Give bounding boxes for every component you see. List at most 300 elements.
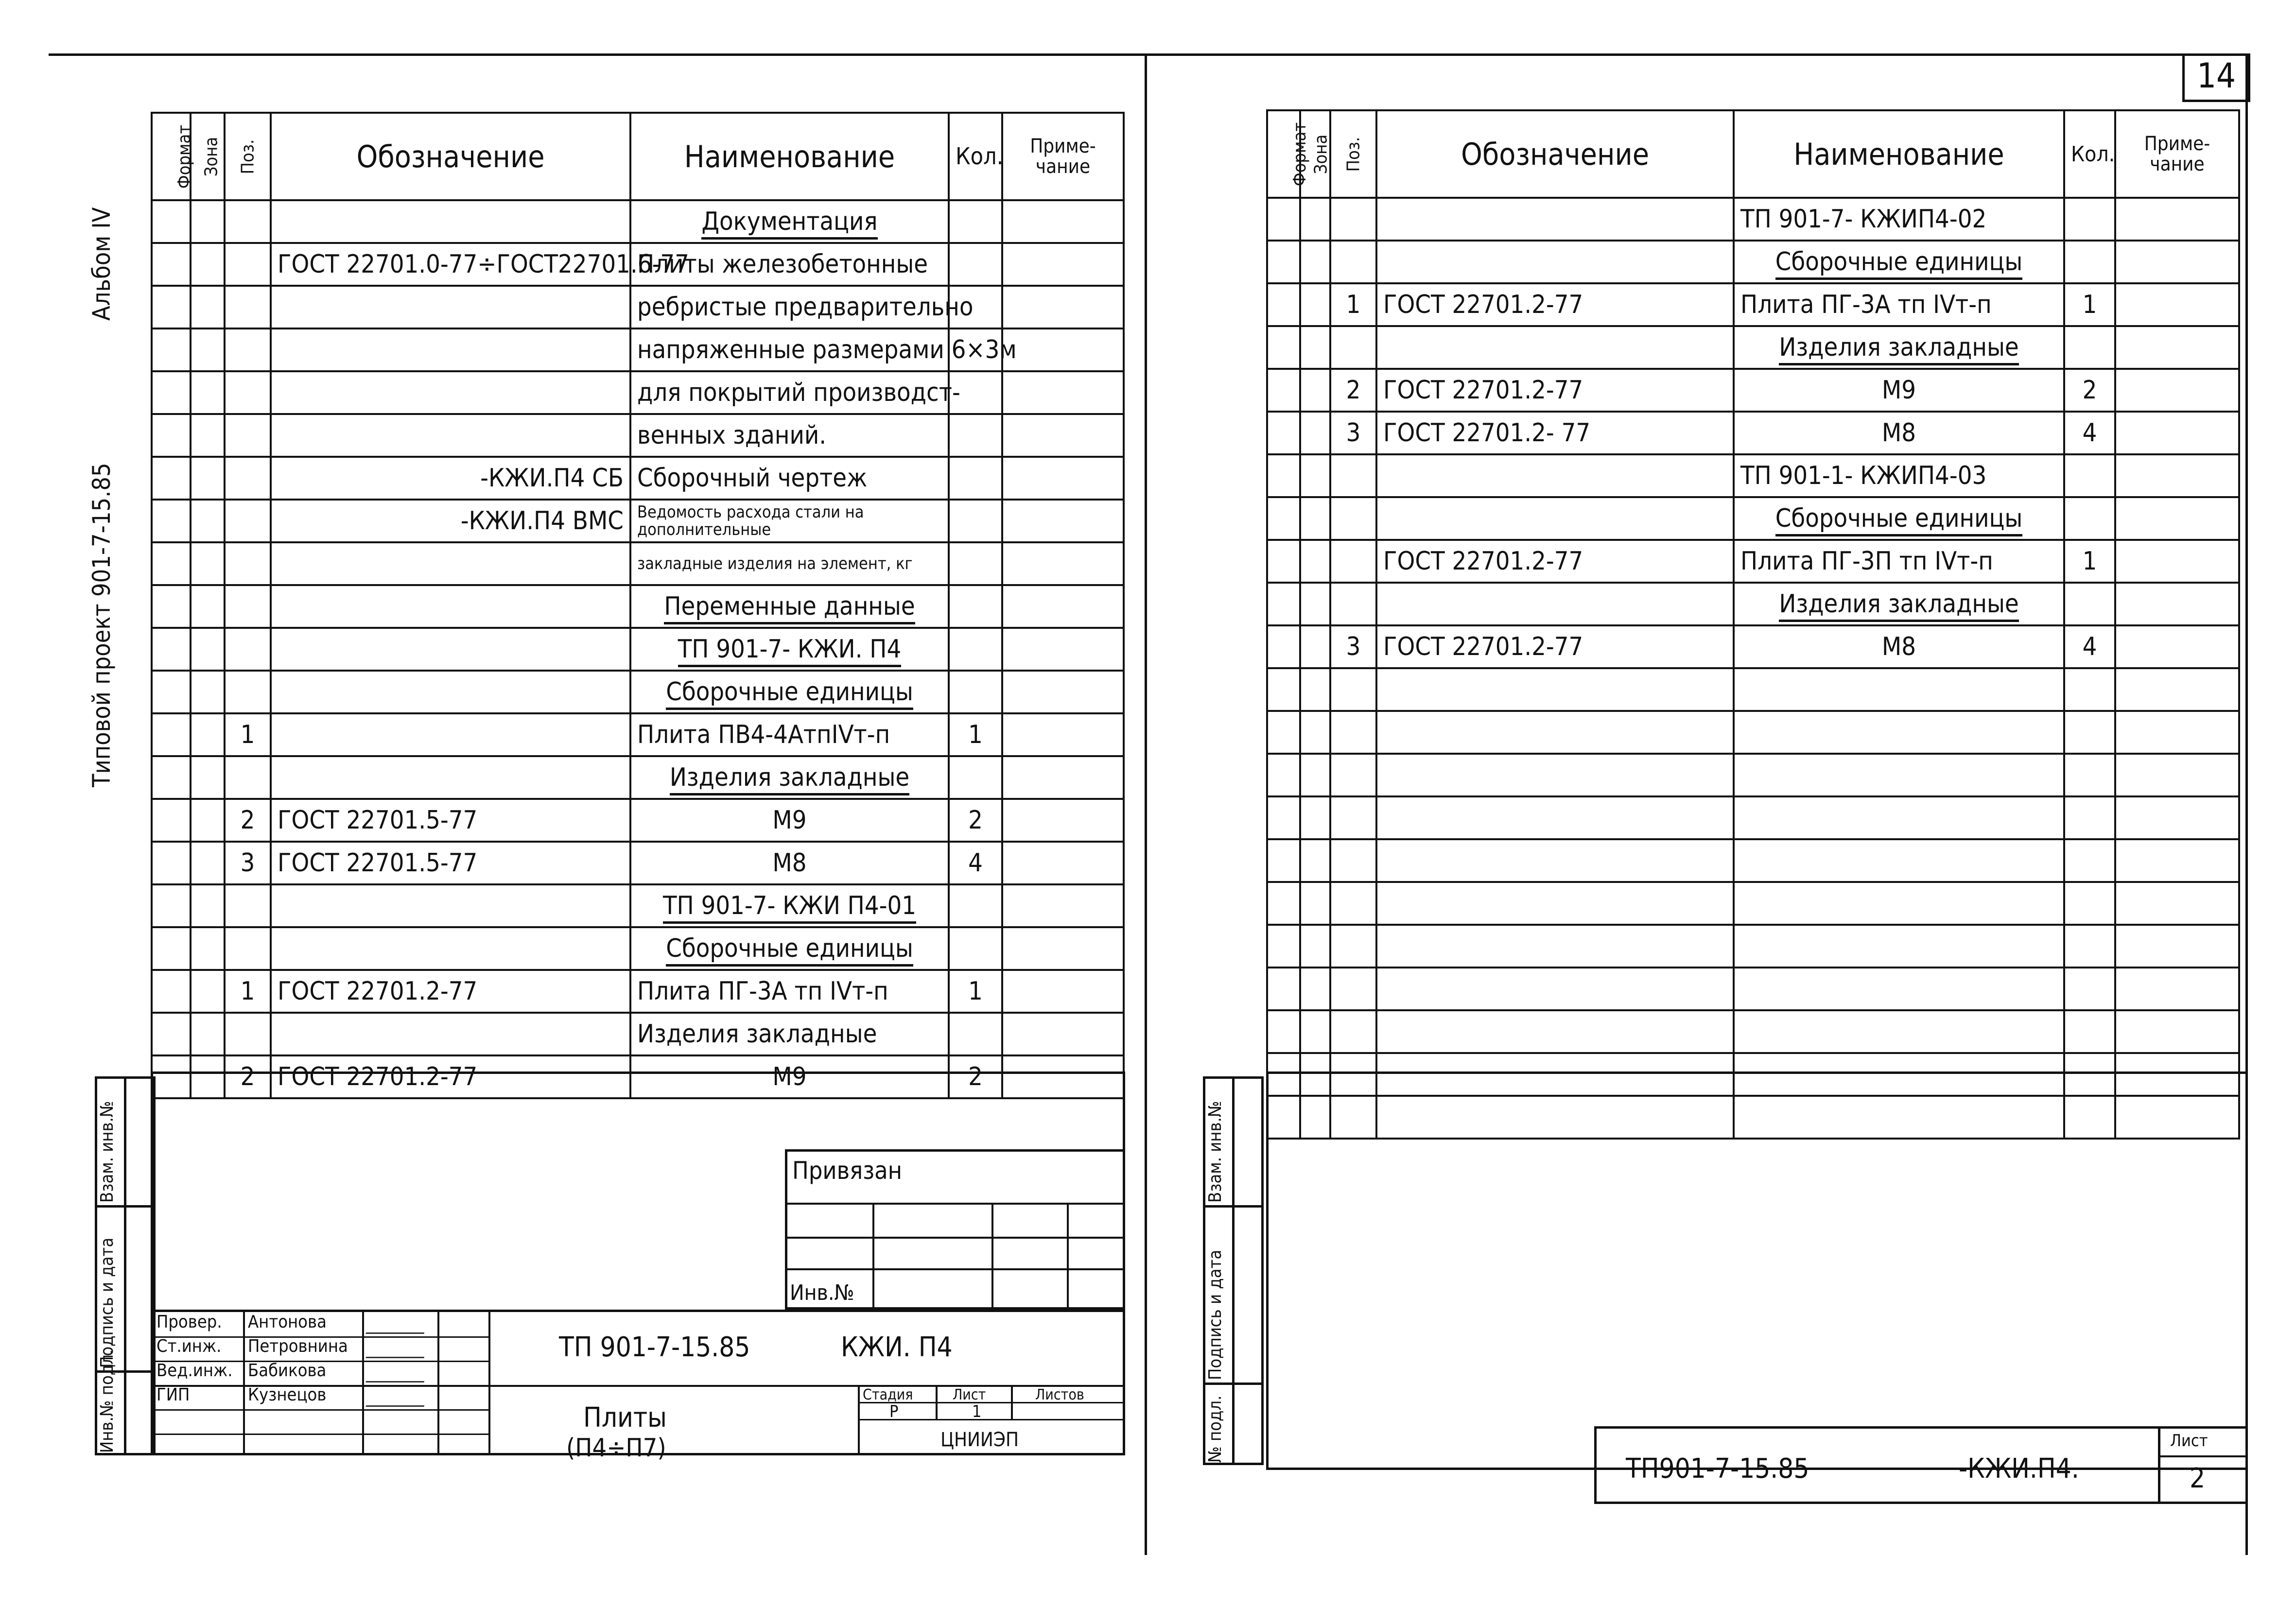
oboz-cell bbox=[1376, 796, 1734, 839]
poz-cell bbox=[225, 671, 271, 713]
zona-cell bbox=[1300, 412, 1330, 454]
format-cell bbox=[152, 713, 191, 756]
poz-cell: 3 bbox=[225, 842, 271, 884]
format-cell bbox=[1267, 625, 1300, 668]
format-cell bbox=[152, 457, 191, 500]
kol-cell bbox=[2064, 839, 2115, 882]
zona-cell bbox=[191, 286, 225, 328]
format-cell bbox=[152, 371, 191, 414]
oboz-cell: ГОСТ 22701.0-77÷ГОСТ22701.6-77 bbox=[271, 243, 630, 286]
format-cell bbox=[152, 1013, 191, 1055]
prim-cell bbox=[1002, 243, 1124, 286]
header-naim: Наименование bbox=[630, 113, 949, 200]
zona-cell bbox=[191, 328, 225, 371]
kol-cell bbox=[2064, 668, 2115, 711]
naim-cell: М9 bbox=[630, 799, 949, 842]
oboz-cell bbox=[271, 884, 630, 927]
format-cell bbox=[1267, 454, 1300, 497]
oboz-cell bbox=[271, 1013, 630, 1055]
header-oboz: Обозначение bbox=[271, 113, 630, 200]
right-list-label: Лист bbox=[2170, 1431, 2208, 1451]
tb-hline-5 bbox=[153, 1434, 488, 1435]
right-header-row bbox=[1267, 110, 2239, 198]
right-row bbox=[1267, 198, 2239, 241]
poz-cell bbox=[225, 585, 271, 628]
kol-cell bbox=[949, 1013, 1002, 1055]
naim-cell: Сборочные единицы bbox=[630, 671, 949, 713]
naim-cell: Изделия закладные bbox=[1734, 326, 2064, 369]
left-row bbox=[152, 585, 1124, 628]
format-cell bbox=[152, 842, 191, 884]
left-header-row bbox=[152, 113, 1124, 200]
naim-cell: Изделия закладные bbox=[1734, 583, 2064, 625]
right-side-stamp-line1 bbox=[1203, 1205, 1264, 1208]
poz-cell bbox=[1330, 583, 1376, 625]
naim-cell: Сборочные единицы bbox=[630, 927, 949, 970]
poz-cell bbox=[1330, 839, 1376, 882]
left-row bbox=[152, 970, 1124, 1013]
right-row bbox=[1267, 625, 2239, 668]
kol-cell bbox=[949, 414, 1002, 457]
prim-cell bbox=[2115, 925, 2239, 968]
kol-cell: 4 bbox=[949, 842, 1002, 884]
poz-cell bbox=[1330, 1010, 1376, 1053]
poz-cell: 1 bbox=[225, 970, 271, 1013]
kol-cell bbox=[2064, 454, 2115, 497]
prim-cell bbox=[2115, 326, 2239, 369]
zona-cell bbox=[1300, 711, 1330, 754]
zona-cell bbox=[1300, 968, 1330, 1010]
right-header-kol: Кол. bbox=[2064, 110, 2115, 198]
left-row bbox=[152, 842, 1124, 884]
left-row bbox=[152, 671, 1124, 713]
naim-cell: ТП 901-7- КЖИ. П4 bbox=[630, 628, 949, 671]
right-tb-hline bbox=[2158, 1455, 2248, 1457]
left-row bbox=[152, 884, 1124, 927]
prim-cell bbox=[1002, 328, 1124, 371]
zona-cell bbox=[191, 799, 225, 842]
right-row bbox=[1267, 283, 2239, 326]
left-row bbox=[152, 799, 1124, 842]
signature-mark bbox=[365, 1313, 432, 1334]
right-header-format: Формат bbox=[1267, 110, 1300, 198]
zona-cell bbox=[191, 457, 225, 500]
naim-cell: М9 bbox=[630, 1055, 949, 1098]
left-row bbox=[152, 286, 1124, 328]
zona-cell bbox=[191, 542, 225, 585]
poz-cell bbox=[1330, 668, 1376, 711]
prim-cell bbox=[2115, 968, 2239, 1010]
oboz-cell bbox=[1376, 1010, 1734, 1053]
right-header-prim: Приме- чание bbox=[2115, 110, 2239, 198]
right-row bbox=[1267, 711, 2239, 754]
zona-cell bbox=[1300, 198, 1330, 241]
zona-cell bbox=[1300, 925, 1330, 968]
kol-cell: 2 bbox=[949, 799, 1002, 842]
left-row bbox=[152, 457, 1124, 500]
left-row bbox=[152, 243, 1124, 286]
prim-cell bbox=[1002, 799, 1124, 842]
naim-cell: закладные изделия на элемент, кг bbox=[630, 542, 949, 585]
oboz-cell bbox=[271, 756, 630, 799]
format-cell bbox=[1267, 882, 1300, 925]
naim-cell: ТП 901-1- КЖИП4-03 bbox=[1734, 454, 2064, 497]
org-name: ЦНИИЭП bbox=[940, 1429, 1019, 1451]
poz-cell bbox=[225, 884, 271, 927]
kol-cell: 2 bbox=[2064, 369, 2115, 412]
poz-cell bbox=[225, 542, 271, 585]
oboz-cell bbox=[1376, 668, 1734, 711]
zona-cell bbox=[191, 1013, 225, 1055]
poz-cell bbox=[225, 286, 271, 328]
poz-cell bbox=[225, 200, 271, 243]
signature-mark bbox=[365, 1337, 432, 1358]
right-lower-frame bbox=[1266, 1071, 2248, 1470]
format-cell bbox=[152, 927, 191, 970]
right-designation: ТП901-7-15.85 bbox=[1626, 1453, 1809, 1485]
poz-cell bbox=[1330, 326, 1376, 369]
format-cell bbox=[152, 671, 191, 713]
format-cell bbox=[1267, 198, 1300, 241]
oboz-cell bbox=[271, 713, 630, 756]
prim-cell bbox=[1002, 371, 1124, 414]
kol-cell bbox=[949, 671, 1002, 713]
right-header-oboz: Обозначение bbox=[1376, 110, 1734, 198]
prim-cell bbox=[1002, 200, 1124, 243]
prim-cell bbox=[2115, 369, 2239, 412]
right-row bbox=[1267, 540, 2239, 583]
left-side-stamp-split bbox=[124, 1076, 126, 1455]
kol-cell: 1 bbox=[949, 970, 1002, 1013]
header-prim: Приме- чание bbox=[1002, 113, 1124, 200]
zona-cell bbox=[191, 884, 225, 927]
kol-cell bbox=[949, 756, 1002, 799]
oboz-cell bbox=[1376, 711, 1734, 754]
format-cell bbox=[1267, 283, 1300, 326]
zona-cell bbox=[191, 970, 225, 1013]
left-podpis-label: Подпись и дата bbox=[97, 1237, 117, 1368]
poz-cell bbox=[225, 243, 271, 286]
right-row bbox=[1267, 668, 2239, 711]
kol-cell bbox=[2064, 754, 2115, 796]
right-row bbox=[1267, 1010, 2239, 1053]
oboz-cell: ГОСТ 22701.2-77 bbox=[1376, 369, 1734, 412]
poz-cell: 1 bbox=[1330, 283, 1376, 326]
naim-cell: ребристые предварительно bbox=[630, 286, 949, 328]
oboz-cell bbox=[271, 286, 630, 328]
album-label: Альбом IV bbox=[87, 207, 116, 321]
zona-cell bbox=[1300, 369, 1330, 412]
naim-cell bbox=[1734, 796, 2064, 839]
right-code: -КЖИ.П4. bbox=[1959, 1453, 2079, 1485]
header-poz: Поз. bbox=[225, 113, 271, 200]
privyazan-line2 bbox=[785, 1237, 1125, 1239]
zona-cell bbox=[191, 200, 225, 243]
naim-cell bbox=[1734, 711, 2064, 754]
poz-cell: 2 bbox=[1330, 369, 1376, 412]
right-spec-table bbox=[1266, 109, 2240, 1140]
naim-cell bbox=[1734, 1010, 2064, 1053]
oboz-cell: ГОСТ 22701.2-77 bbox=[271, 970, 630, 1013]
oboz-cell bbox=[271, 628, 630, 671]
poz-cell: 1 bbox=[225, 713, 271, 756]
format-cell bbox=[152, 756, 191, 799]
zona-cell bbox=[191, 756, 225, 799]
naim-cell: Плита ПГ-3А тп IVт-п bbox=[1734, 283, 2064, 326]
oboz-cell bbox=[271, 414, 630, 457]
kol-cell bbox=[949, 457, 1002, 500]
format-cell bbox=[1267, 583, 1300, 625]
listov-label: Листов bbox=[1035, 1386, 1084, 1403]
right-row bbox=[1267, 326, 2239, 369]
prim-cell bbox=[2115, 241, 2239, 283]
kol-cell: 4 bbox=[2064, 412, 2115, 454]
prim-cell bbox=[1002, 671, 1124, 713]
kol-cell bbox=[2064, 796, 2115, 839]
kol-cell bbox=[2064, 497, 2115, 540]
frame-top bbox=[49, 53, 2250, 56]
signer-name: Кузнецов bbox=[248, 1385, 327, 1405]
format-cell bbox=[1267, 412, 1300, 454]
prim-cell bbox=[1002, 756, 1124, 799]
naim-cell bbox=[1734, 754, 2064, 796]
poz-cell bbox=[1330, 241, 1376, 283]
prim-cell bbox=[1002, 286, 1124, 328]
oboz-cell: ГОСТ 22701.2-77 bbox=[1376, 625, 1734, 668]
oboz-cell bbox=[1376, 882, 1734, 925]
format-cell bbox=[1267, 369, 1300, 412]
oboz-cell bbox=[271, 200, 630, 243]
naim-cell: ТП 901-7- КЖИП4-02 bbox=[1734, 198, 2064, 241]
prim-cell bbox=[1002, 1013, 1124, 1055]
kol-cell bbox=[949, 628, 1002, 671]
signer-role: Ст.инж. bbox=[157, 1336, 222, 1356]
poz-cell bbox=[1330, 497, 1376, 540]
header-zona: Зона bbox=[191, 113, 225, 200]
oboz-cell: ГОСТ 22701.2-77 bbox=[1376, 540, 1734, 583]
sheet-number: 14 bbox=[2197, 56, 2236, 96]
zona-cell bbox=[191, 585, 225, 628]
oboz-cell bbox=[1376, 839, 1734, 882]
format-cell bbox=[1267, 925, 1300, 968]
zona-cell bbox=[1300, 668, 1330, 711]
format-cell bbox=[1267, 241, 1300, 283]
oboz-cell bbox=[1376, 497, 1734, 540]
signature-mark bbox=[365, 1362, 432, 1382]
format-cell bbox=[152, 243, 191, 286]
poz-cell bbox=[225, 500, 271, 542]
left-title-line2: (П4÷П7) bbox=[566, 1434, 666, 1463]
prim-cell bbox=[2115, 283, 2239, 326]
naim-cell: М8 bbox=[1734, 625, 2064, 668]
naim-cell: Документация bbox=[630, 200, 949, 243]
right-vzam-label: Взам. инв.№ bbox=[1205, 1101, 1225, 1203]
format-cell bbox=[152, 542, 191, 585]
zona-cell bbox=[1300, 497, 1330, 540]
naim-cell: Сборочные единицы bbox=[1734, 241, 2064, 283]
signer-name: Петровнина bbox=[248, 1336, 348, 1356]
prim-cell bbox=[2115, 497, 2239, 540]
poz-cell bbox=[1330, 882, 1376, 925]
prim-cell bbox=[1002, 628, 1124, 671]
format-cell bbox=[152, 884, 191, 927]
oboz-cell bbox=[1376, 454, 1734, 497]
kol-cell bbox=[2064, 241, 2115, 283]
naim-cell: Плита ПГ-3П тп IVт-п bbox=[1734, 540, 2064, 583]
prim-cell bbox=[1002, 500, 1124, 542]
right-tb-vline bbox=[2158, 1426, 2160, 1504]
poz-cell bbox=[1330, 540, 1376, 583]
kol-cell bbox=[2064, 925, 2115, 968]
poz-cell bbox=[1330, 754, 1376, 796]
left-row bbox=[152, 371, 1124, 414]
poz-cell: 3 bbox=[1330, 412, 1376, 454]
oboz-cell bbox=[271, 371, 630, 414]
poz-cell bbox=[225, 328, 271, 371]
left-row bbox=[152, 713, 1124, 756]
left-row bbox=[152, 500, 1124, 542]
privyazan-vline1 bbox=[872, 1203, 874, 1310]
naim-cell bbox=[1734, 882, 2064, 925]
left-row bbox=[152, 628, 1124, 671]
signer-role: Провер. bbox=[157, 1312, 222, 1332]
left-side-stamp-line1 bbox=[95, 1205, 156, 1208]
signer-name: Бабикова bbox=[248, 1361, 327, 1381]
stadia-label: Стадия bbox=[863, 1386, 913, 1403]
zona-cell bbox=[191, 927, 225, 970]
poz-cell bbox=[1330, 198, 1376, 241]
left-vzam-label: Взам. инв.№ bbox=[97, 1101, 117, 1203]
signature-mark bbox=[365, 1386, 432, 1407]
oboz-cell: ГОСТ 22701.5-77 bbox=[271, 842, 630, 884]
tb-vline-date bbox=[488, 1310, 490, 1455]
format-cell bbox=[1267, 540, 1300, 583]
format-cell bbox=[152, 414, 191, 457]
kol-cell bbox=[949, 243, 1002, 286]
zona-cell bbox=[1300, 326, 1330, 369]
prim-cell bbox=[1002, 970, 1124, 1013]
right-side-stamp-split bbox=[1232, 1076, 1235, 1465]
format-cell bbox=[152, 628, 191, 671]
zona-cell bbox=[191, 500, 225, 542]
oboz-cell bbox=[1376, 925, 1734, 968]
oboz-cell: -КЖИ.П4 СБ bbox=[271, 457, 630, 500]
kol-cell bbox=[2064, 1010, 2115, 1053]
poz-cell bbox=[1330, 925, 1376, 968]
prim-cell bbox=[1002, 414, 1124, 457]
oboz-cell bbox=[271, 585, 630, 628]
prim-cell bbox=[1002, 542, 1124, 585]
left-row bbox=[152, 1013, 1124, 1055]
poz-cell bbox=[225, 414, 271, 457]
prim-cell bbox=[1002, 884, 1124, 927]
right-row bbox=[1267, 796, 2239, 839]
left-row bbox=[152, 542, 1124, 585]
oboz-cell: ГОСТ 22701.2-77 bbox=[271, 1055, 630, 1098]
header-format: Формат bbox=[152, 113, 191, 200]
naim-cell: Плита ПГ-3А тп IVт-п bbox=[630, 970, 949, 1013]
signer-role: ГИП bbox=[157, 1385, 190, 1405]
naim-cell: Изделия закладные bbox=[630, 756, 949, 799]
poz-cell bbox=[1330, 796, 1376, 839]
naim-cell: Изделия закладные bbox=[630, 1013, 949, 1055]
zona-cell bbox=[191, 842, 225, 884]
left-title-line1: Плиты bbox=[583, 1402, 667, 1434]
kol-cell bbox=[949, 542, 1002, 585]
privyazan-inv-label: Инв.№ bbox=[790, 1280, 854, 1305]
naim-cell bbox=[1734, 968, 2064, 1010]
format-cell bbox=[152, 500, 191, 542]
prim-cell bbox=[2115, 754, 2239, 796]
left-row bbox=[152, 414, 1124, 457]
poz-cell: 3 bbox=[1330, 625, 1376, 668]
naim-cell bbox=[1734, 839, 2064, 882]
poz-cell bbox=[225, 1013, 271, 1055]
right-header-poz: Поз. bbox=[1330, 110, 1376, 198]
naim-cell: Плиты железобетонные bbox=[630, 243, 949, 286]
naim-cell: М8 bbox=[630, 842, 949, 884]
format-cell bbox=[1267, 968, 1300, 1010]
format-cell bbox=[1267, 668, 1300, 711]
naim-cell: Плита ПВ4-4АтпIVт-п bbox=[630, 713, 949, 756]
right-row bbox=[1267, 839, 2239, 882]
prim-cell bbox=[2115, 540, 2239, 583]
privyazan-vline2 bbox=[991, 1203, 993, 1310]
naim-cell: М9 bbox=[1734, 369, 2064, 412]
prim-cell bbox=[2115, 583, 2239, 625]
zona-cell bbox=[191, 628, 225, 671]
zona-cell bbox=[1300, 839, 1330, 882]
kol-cell bbox=[2064, 326, 2115, 369]
zona-cell bbox=[1300, 882, 1330, 925]
left-row bbox=[152, 927, 1124, 970]
zona-cell bbox=[1300, 241, 1330, 283]
prim-cell bbox=[1002, 713, 1124, 756]
zona-cell bbox=[191, 371, 225, 414]
left-row bbox=[152, 328, 1124, 371]
kol-cell bbox=[949, 927, 1002, 970]
prim-cell bbox=[2115, 796, 2239, 839]
right-row bbox=[1267, 968, 2239, 1010]
zona-cell bbox=[1300, 540, 1330, 583]
naim-cell: М8 bbox=[1734, 412, 2064, 454]
format-cell bbox=[152, 799, 191, 842]
zona-cell bbox=[1300, 625, 1330, 668]
prim-cell bbox=[2115, 625, 2239, 668]
oboz-cell bbox=[1376, 326, 1734, 369]
oboz-cell bbox=[1376, 583, 1734, 625]
kol-cell: 1 bbox=[2064, 540, 2115, 583]
naim-cell: Сборочные единицы bbox=[1734, 497, 2064, 540]
prim-cell bbox=[2115, 1010, 2239, 1053]
oboz-cell bbox=[271, 927, 630, 970]
right-podpis-label: Подпись и дата bbox=[1205, 1249, 1225, 1380]
naim-cell bbox=[1734, 668, 2064, 711]
frame-divider bbox=[1145, 53, 1147, 1555]
list-label: Лист bbox=[953, 1386, 986, 1403]
right-list-value: 2 bbox=[2190, 1463, 2206, 1494]
signer-role: Вед.инж. bbox=[157, 1361, 233, 1381]
stadia-value: Р bbox=[889, 1402, 899, 1421]
right-row bbox=[1267, 454, 2239, 497]
prim-cell bbox=[2115, 882, 2239, 925]
format-cell bbox=[1267, 839, 1300, 882]
prim-cell bbox=[1002, 842, 1124, 884]
format-cell bbox=[152, 585, 191, 628]
poz-cell bbox=[1330, 968, 1376, 1010]
prim-cell bbox=[2115, 839, 2239, 882]
oboz-cell: ГОСТ 22701.5-77 bbox=[271, 799, 630, 842]
